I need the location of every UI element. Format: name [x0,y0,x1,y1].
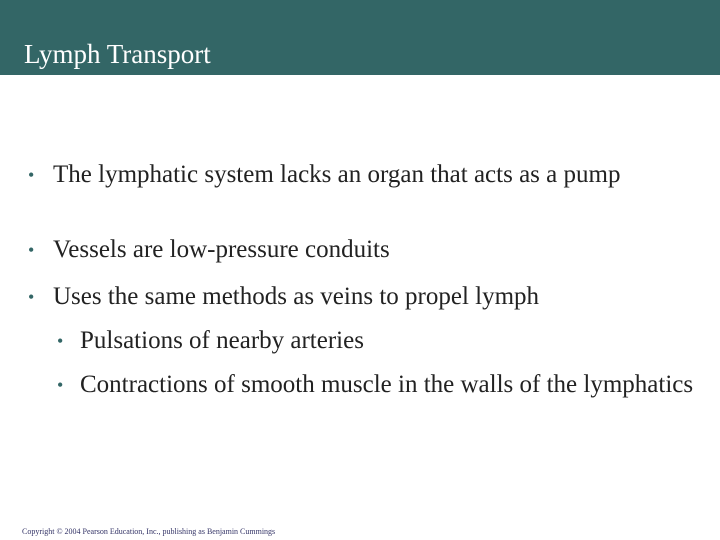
sub-bullet-text: Pulsations of nearby arteries [80,327,364,354]
bullet-glyph: • [57,375,64,395]
bullet-glyph: • [28,165,35,185]
sub-bullet-item [57,326,697,356]
bullet-glyph: • [57,331,64,351]
sub-bullet-text: Contractions of smooth muscle in the walls of the lymphatics [80,371,694,398]
slide-title: Lymph Transport [24,39,211,69]
bullet-glyph: • [28,240,35,260]
bullet-item [28,160,708,190]
sub-bullet-item [57,370,697,400]
bullet-item [28,235,708,265]
bullet-text: Uses the same methods as veins to propel lymph [53,283,540,310]
copyright-footer: Copyright © 2004 Pearson Education, Inc., publishing as Benjamin Cummings [22,527,276,536]
bullet-item [28,282,708,312]
bullet-glyph: • [28,287,35,307]
bullet-text: Vessels are low-pressure conduits [53,236,390,263]
bullet-text: The lymphatic system lacks an organ that acts as a pump [53,161,621,188]
